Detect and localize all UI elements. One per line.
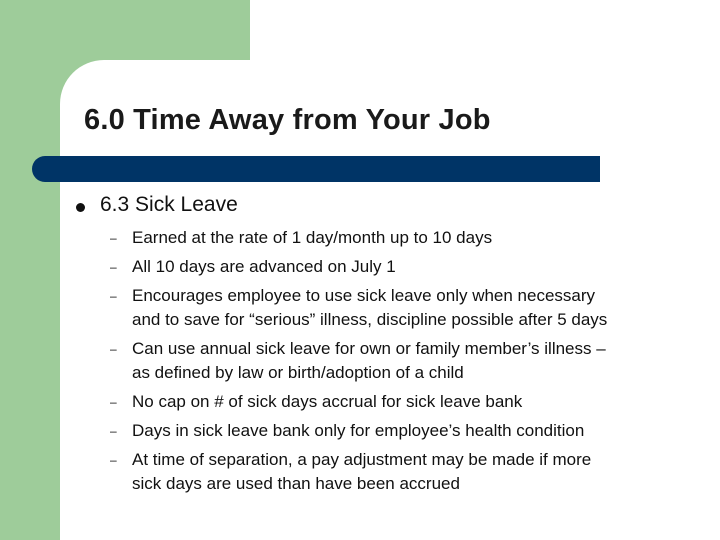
sub-bullet-7 [110, 448, 710, 496]
sub-bullet-line-continued: and to save for “serious” illness, discipline possible after 5 days [132, 310, 608, 329]
main-bullet-text: 6.3 Sick Leave [100, 193, 238, 216]
sub-bullet-3 [110, 284, 710, 332]
dash-icon: – [110, 289, 117, 303]
bullet-dot-icon [76, 203, 85, 212]
dash-icon: – [110, 342, 117, 356]
sub-bullet-line: All 10 days are advanced on July 1 [132, 257, 396, 276]
sub-bullet-4 [110, 337, 710, 385]
sub-bullet-1 [110, 226, 710, 250]
dash-icon: – [110, 260, 117, 274]
sub-bullet-5 [110, 390, 710, 414]
sub-bullet-line: Encourages employee to use sick leave only when necessary [132, 286, 596, 305]
dash-icon: – [110, 424, 117, 438]
sub-bullet-list [110, 226, 710, 501]
dash-icon: – [110, 453, 117, 467]
sub-bullet-2 [110, 255, 710, 279]
sub-bullet-line-continued: sick days are used than have been accrued [132, 474, 460, 493]
sub-bullet-line: Can use annual sick leave for own or family member’s illness – [132, 339, 606, 358]
sub-bullet-line: At time of separation, a pay adjustment may be made if more [132, 450, 592, 469]
dash-icon: – [110, 395, 117, 409]
green-left-strip [0, 0, 60, 540]
sub-bullet-6 [110, 419, 710, 443]
sub-bullet-line: Earned at the rate of 1 day/month up to 10 days [132, 228, 493, 247]
sub-bullet-line-continued: as defined by law or birth/adoption of a child [132, 363, 464, 382]
title-underline-bar [32, 156, 600, 182]
sub-bullet-line: Days in sick leave bank only for employee’s health condition [132, 421, 585, 440]
dash-icon: – [110, 231, 117, 245]
slide-title: 6.0 Time Away from Your Job [84, 104, 491, 136]
sub-bullet-line: No cap on # of sick days accrual for sick leave bank [132, 392, 523, 411]
